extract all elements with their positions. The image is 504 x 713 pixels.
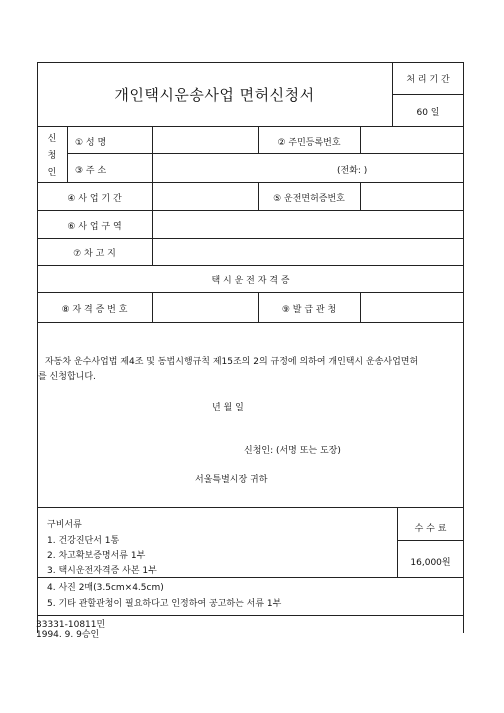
applicant-char-2: 청 <box>47 151 57 161</box>
phone-label: (전화: ) <box>337 166 368 176</box>
form-code: 33331-10811민 <box>36 620 106 630</box>
processing-period-label: 처 리 기 간 <box>406 75 450 85</box>
approval-date: 1994. 9. 9승인 <box>36 630 100 640</box>
name-label: ① 성 명 <box>75 138 107 148</box>
qualification-number-field[interactable] <box>153 293 257 321</box>
issuing-authority-field[interactable] <box>361 293 462 321</box>
documents-header: 구비서류 <box>47 520 82 530</box>
resident-number-label: ② 주민등록번호 <box>277 138 341 148</box>
taxi-qualification-header: 택 시 운 전 자 격 증 <box>211 276 290 286</box>
business-area-label: ⑥ 사 업 구 역 <box>67 222 122 232</box>
document-item: 1. 건강진단서 1통 <box>47 536 120 546</box>
applicant-signature-line: 신청인: (서명 또는 도장) <box>244 446 341 456</box>
form-title: 개인택시운송사업 면허신청서 <box>114 86 315 104</box>
date-line: 년 월 일 <box>212 403 244 413</box>
processing-period-value: 60 일 <box>416 108 440 118</box>
driver-license-label: ⑤ 운전면허증번호 <box>273 194 345 204</box>
issuing-authority-label: ⑨ 발 급 관 청 <box>281 305 337 315</box>
fee-value: 16,000원 <box>410 558 451 568</box>
resident-number-field[interactable] <box>361 127 462 152</box>
driver-license-field[interactable] <box>361 183 462 209</box>
fee-label: 수 수 료 <box>414 524 447 534</box>
name-field[interactable] <box>153 127 257 152</box>
address-label: ③ 주 소 <box>75 166 107 176</box>
applicant-char-3: 인 <box>47 168 57 178</box>
statement-line-1: 자동차 운수사업법 제4조 및 동법시행규칙 제15조의 2의 규정에 의하여 개인택시 운송사업면허 <box>45 357 419 367</box>
garage-label: ⑦ 차 고 지 <box>73 249 116 259</box>
document-item: 4. 사진 2매(3.5cm×4.5cm) <box>47 583 164 593</box>
garage-field[interactable] <box>153 239 462 264</box>
addressee: 서울특별시장 귀하 <box>195 475 268 485</box>
document-item: 3. 택시운전자격증 사본 1부 <box>47 566 157 576</box>
document-item: 2. 차고확보증명서류 1부 <box>47 551 146 561</box>
business-period-field[interactable] <box>153 183 257 209</box>
applicant-char-1: 신 <box>47 134 57 144</box>
business-period-label: ④ 사 업 기 간 <box>67 194 122 204</box>
address-field[interactable] <box>153 154 333 181</box>
document-item: 5. 기타 관할관청이 필요하다고 인정하여 공고하는 서류 1부 <box>47 599 282 609</box>
qualification-number-label: ⑧ 자 격 증 번 호 <box>61 305 128 315</box>
business-area-field[interactable] <box>153 211 462 237</box>
statement-line-2: 를 신청합니다. <box>38 372 96 382</box>
